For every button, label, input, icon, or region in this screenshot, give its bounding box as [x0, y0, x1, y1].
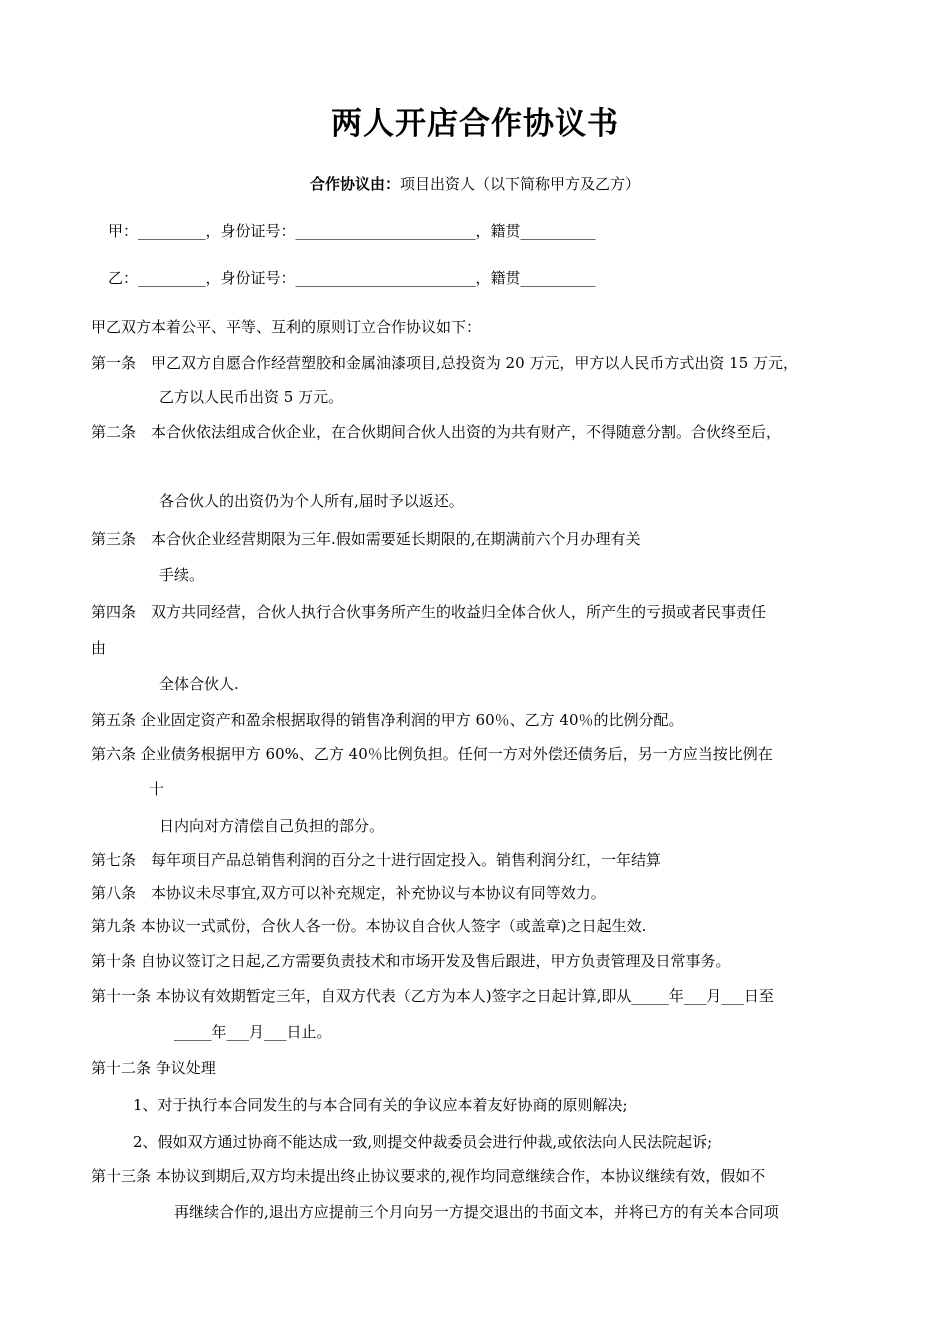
- article-9: 第九条 本协议一式贰份，合伙人各一份。本协议自合伙人签字（或盖章)之日起生效.: [91, 917, 647, 935]
- article-8: 第八条 本协议未尽事宜,双方可以补充规定，补充协议与本协议有同等效力。: [91, 884, 606, 902]
- article-12-heading: 第十二条 争议处理: [91, 1059, 216, 1077]
- article-1-line-1: 第一条 甲乙双方自愿合作经营塑胶和金属油漆项目,总投资为 20 万元，甲方以人民币方式出资 15 万元，: [91, 354, 799, 372]
- article-2-line-2: 各合伙人的出资仍为个人所有,届时予以返还。: [159, 492, 464, 510]
- subtitle: [0, 174, 950, 194]
- intro-paragraph: 甲乙双方本着公平、平等、互利的原则订立合作协议如下：: [91, 318, 482, 336]
- article-11-line-2: _____年___月___日止。: [174, 1023, 332, 1041]
- article-13-line-2: 再继续合作的,退出方应提前三个月向另一方提交退出的书面文本，并将已方的有关本合同项: [174, 1203, 779, 1221]
- article-11-line-1: 第十一条 本协议有效期暂定三年，自双方代表（乙方为本人)签字之日起计算,即从_____年___月___日至: [91, 987, 774, 1005]
- subtitle-label: 合作协议由：: [309, 175, 400, 193]
- article-10: 第十条 自协议签订之日起,乙方需要负责技术和市场开发及售后跟进，甲方负责管理及日常事务。: [91, 952, 731, 970]
- article-4-line-1: 第四条 双方共同经营，合伙人执行合伙事务所产生的收益归全体合伙人，所产生的亏损或者民事责任: [91, 603, 767, 621]
- article-3-line-1: 第三条 本合伙企业经营期限为三年.假如需要延长期限的,在期满前六个月办理有关: [91, 530, 641, 548]
- article-3-line-2: 手续。: [159, 566, 205, 584]
- article-1-line-2: 乙方以人民币出资 5 万元。: [159, 388, 344, 406]
- article-7: 第七条 每年项目产品总销售利润的百分之十进行固定投入。销售利润分红，一年结算: [91, 851, 662, 869]
- subtitle-text: 项目出资人（以下简称甲方及乙方）: [400, 175, 641, 193]
- document-title: 两人开店合作协议书: [331, 106, 619, 142]
- article-13-line-1: 第十三条 本协议到期后,双方均未提出终止协议要求的,视作均同意继续合作，本协议继续有效，假如不: [91, 1167, 766, 1185]
- article-5: 第五条 企业固定资产和盈余根据取得的销售净利润的甲方 60％、乙方 40％的比例分配。: [91, 711, 684, 729]
- article-2-line-1: 第二条 本合伙依法组成合伙企业，在合伙期间合伙人出资的为共有财产，不得随意分割。合伙终至后，: [91, 423, 782, 441]
- article-6-line-1: 第六条 企业债务根据甲方 60%、乙方 40％比例负担。任何一方对外偿还债务后，另一方应当按比例在: [91, 745, 773, 763]
- article-4-line-2: 由: [91, 639, 107, 657]
- party-a-line: 甲：_________，身份证号：________________________，籍贯__________: [108, 222, 596, 240]
- article-4-line-3: 全体合伙人.: [159, 675, 239, 693]
- article-12-item-1: 1、对于执行本合同发生的与本合同有关的争议应本着友好协商的原则解决;: [133, 1096, 628, 1114]
- article-12-item-2: 2、假如双方通过协商不能达成一致,则提交仲裁委员会进行仲裁,或依法向人民法院起诉;: [133, 1133, 713, 1151]
- article-6-line-2: 十: [149, 780, 165, 798]
- article-6-line-3: 日内向对方清偿自己负担的部分。: [159, 817, 385, 835]
- party-b-line: 乙：_________，身份证号：________________________，籍贯__________: [108, 269, 596, 287]
